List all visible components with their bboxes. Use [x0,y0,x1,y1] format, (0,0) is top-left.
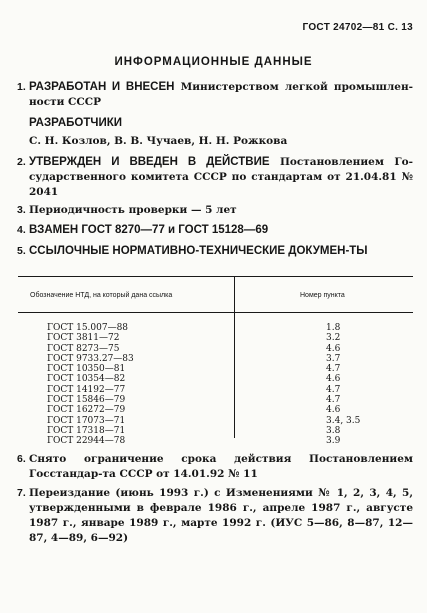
table-row [47,323,407,333]
table-header-item: Номер пункта [300,292,345,299]
table-header-rule [18,312,413,313]
page-header: ГОСТ 24702—81 С. 13 [302,22,413,33]
table-row [47,395,407,405]
table-cell-item: 4.7 [326,395,341,406]
section-3-number: 3. [17,204,26,216]
table-cell-document: ГОСТ 17073—71 [47,415,126,426]
table-row [47,385,407,395]
table-row [47,416,407,426]
table-row [47,364,407,374]
section-5-text: ССЫЛОЧНЫЕ НОРМАТИВНО-ТЕХНИЧЕСКИЕ ДОКУМЕН-ТЫ [29,245,368,257]
table-row [47,354,407,364]
table-cell-document: ГОСТ 8273—75 [47,343,120,354]
table-cell-document: ГОСТ 15846—79 [47,395,126,406]
section-1-number: 1. [17,81,26,93]
table-cell-document: ГОСТ 9733.27—83 [47,353,134,364]
table-row [47,333,407,343]
table-cell-item: 3.9 [326,436,341,447]
developers-title-block [29,116,413,131]
table-cell-item: 4.6 [326,343,341,354]
table-cell-item: 4.7 [326,384,341,395]
section-5 [17,244,413,259]
page-title: ИНФОРМАЦИОННЫЕ ДАННЫЕ [114,56,313,68]
section-3 [17,203,413,218]
section-5-number: 5. [17,245,26,257]
developers-names: С. Н. Козлов, В. В. Чучаев, Н. Н. Рожкова [29,135,288,147]
section-7-number: 7. [17,487,26,499]
table-cell-item: 4.7 [326,364,341,375]
developers-title: РАЗРАБОТЧИКИ [29,117,122,129]
table-cell-document: ГОСТ 22944—78 [47,436,126,447]
table-cell-document: ГОСТ 17318—71 [47,425,126,436]
section-6 [17,452,413,482]
section-1 [17,80,413,110]
table-cell-item: 1.8 [326,323,341,333]
section-6-number: 6. [17,453,26,465]
section-1-text: Министерством легкой промышлен-ности СССР [29,81,413,108]
table-cell-document: ГОСТ 10354—82 [47,374,126,385]
table-row [47,344,407,354]
table-row [47,436,407,446]
section-6-text: Снято ограничение срока действия Постановлением Госстандар-та СССР от 14.01.92 № 11 [29,453,413,480]
table-cell-document: ГОСТ 16272—79 [47,405,126,416]
table-cell-document: ГОСТ 14192—77 [47,384,126,395]
section-2-text: Постановлением Го-сударственного комитета СССР по стандартам от 21.04.81 № 2041 [29,156,414,198]
table-row [47,374,407,384]
section-2-number: 2. [17,156,26,168]
table-cell-document: ГОСТ 3811—72 [47,333,120,344]
section-2 [17,155,414,200]
table-cell-item: 3.8 [326,425,341,436]
table-body [47,323,407,447]
section-3-text: Периодичность проверки — 5 лет [29,204,237,216]
table-row [47,405,407,415]
table-top-rule [18,276,413,277]
section-4-number: 4. [17,224,26,236]
table-cell-item: 4.6 [326,374,341,385]
table-cell-item: 3.4, 3.5 [326,415,361,426]
section-1-lead: РАЗРАБОТАН И ВНЕСЕН [29,81,175,93]
table-cell-document: ГОСТ 10350—81 [47,364,126,375]
table-cell-item: 3.2 [326,333,341,344]
section-7 [17,486,413,546]
table-header-document: Обозначение НТД, на который дана ссылка [30,292,173,299]
table-row [47,426,407,436]
table-cell-document: ГОСТ 15.007—88 [47,323,129,333]
table-cell-item: 3.7 [326,353,341,364]
section-2-lead: УТВЕРЖДЕН И ВВЕДЕН В ДЕЙСТВИЕ [29,156,270,168]
section-7-text: Переиздание (июнь 1993 г.) с Изменениями № 1, 2, 3, 4, 5, утвержденными в феврале 1986 г., апреле 1987 г., августе 1987 г., январе 1989 г., марте 1992 г. (ИУС 5—86, 8—87, 12—87, 4—89, 6—92) [29,487,413,544]
section-4 [17,223,413,238]
section-4-text: ВЗАМЕН ГОСТ 8270—77 и ГОСТ 15128—69 [29,224,269,236]
table-cell-item: 4.6 [326,405,341,416]
developers-block [29,134,413,149]
